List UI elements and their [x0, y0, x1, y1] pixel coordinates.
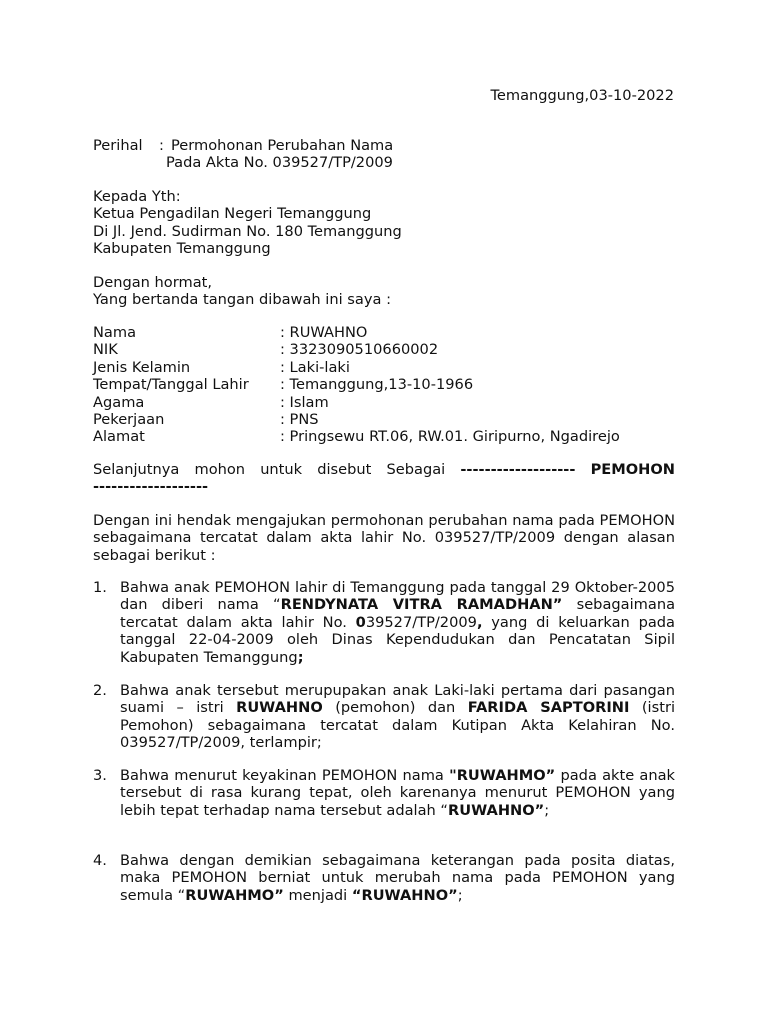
designation-word: Selanjutnya	[93, 461, 180, 478]
recipient-line: Kabupaten Temanggung	[93, 240, 271, 258]
place-date: Temanggung,03-10-2022	[490, 87, 674, 104]
identity-label: NIK	[93, 341, 118, 359]
identity-label: Tempat/Tanggal Lahir	[93, 376, 249, 394]
identity-value: : Laki-laki	[280, 358, 350, 376]
reason-item-1	[93, 579, 675, 666]
reason-item-2	[93, 682, 675, 752]
designation-block	[93, 461, 675, 496]
designation-word: Sebagai	[386, 461, 446, 478]
designation-dashes: -------------------	[460, 461, 576, 478]
item-number: 4.	[93, 852, 107, 869]
identity-value: : Temanggung,13-10-1966	[280, 376, 474, 394]
recipient-line: Di Jl. Jend. Sudirman No. 180 Temanggung	[93, 222, 402, 240]
designation-pemohon: PEMOHON	[590, 461, 675, 478]
identity-row	[93, 411, 620, 428]
identity-table	[93, 324, 620, 446]
identity-row	[93, 324, 620, 341]
identity-value: : Pringsewu RT.06, RW.01. Giripurno, Ngadirejo	[280, 428, 620, 446]
subject-line-1: Permohonan Perubahan Nama	[171, 137, 394, 154]
item-number: 1.	[93, 579, 107, 596]
identity-row	[93, 359, 620, 376]
designation-line	[93, 461, 675, 478]
identity-block	[93, 324, 675, 446]
identity-label: Nama	[93, 324, 137, 341]
recipient-line: Ketua Pengadilan Negeri Temanggung	[93, 205, 372, 223]
identity-label: Agama	[93, 393, 145, 411]
item-number: 2.	[93, 682, 107, 699]
identity-value: : RUWAHNO	[280, 324, 368, 341]
reason-item-3	[93, 767, 675, 819]
subject-separator: :	[159, 137, 164, 154]
identity-label: Jenis Kelamin	[93, 358, 191, 376]
identity-row	[93, 376, 620, 393]
item-number: 3.	[93, 767, 107, 784]
designation-word: untuk	[260, 461, 303, 478]
designation-word: disebut	[317, 461, 372, 478]
subject-line-2: Pada Akta No. 039527/TP/2009	[166, 154, 393, 172]
designation-word: mohon	[194, 461, 246, 478]
intro-line: Yang bertanda tangan dibawah ini saya :	[93, 291, 391, 309]
subject-block	[93, 137, 675, 172]
item-text: Bahwa menurut keyakinan PEMOHON nama "RUWAHMO” pada akte anak tersebut di rasa kurang tepat, oleh karenanya menurut PEMOHON yang lebih tepat terhadap nama tersebut adalah “RUWAHNO”;	[120, 767, 675, 819]
reason-item-4	[93, 852, 675, 904]
identity-label: Alamat	[93, 428, 145, 446]
item-text: Bahwa dengan demikian sebagaimana keterangan pada posita diatas, maka PEMOHON berniat untuk merubah nama pada PEMOHON yang semula “RUWAHMO” menjadi “RUWAHNO”;	[120, 852, 675, 904]
subject-label: Perihal	[93, 137, 143, 154]
identity-row	[93, 341, 620, 358]
identity-row	[93, 428, 620, 445]
identity-value: : 3323090510660002	[280, 341, 439, 359]
opening-paragraph: Dengan ini hendak mengajukan permohonan perubahan nama pada PEMOHON sebagaimana tercatat dalam akta lahir No. 039527/TP/2009 dengan alasan sebagai berikut :	[93, 512, 675, 564]
identity-value: : Islam	[280, 393, 329, 411]
recipient-block	[93, 188, 675, 258]
designation-dashes-2: -------------------	[93, 478, 209, 496]
identity-label: Pekerjaan	[93, 411, 165, 429]
identity-value: : PNS	[280, 411, 319, 429]
greeting: Dengan hormat,	[93, 274, 213, 291]
item-text: Bahwa anak tersebut merupupakan anak Laki-laki pertama dari pasangan suami – istri RUWAHNO (pemohon) dan FARIDA SAPTORINI (istri Pemohon) sebagaimana tercatat dalam Kutipan Akta Kelahiran No. 039527/TP/2009, terlampir;	[120, 682, 675, 752]
identity-row	[93, 394, 620, 411]
recipient-line: Kepada Yth:	[93, 188, 181, 205]
item-text: Bahwa anak PEMOHON lahir di Temanggung pada tanggal 29 Oktober-2005 dan diberi nama “RENDYNATA VITRA RAMADHAN” sebagaimana tercatat dalam akta lahir No. 039527/TP/2009, yang di keluarkan pada tanggal 22-04-2009 oleh Dinas Kependudukan dan Pencatatan Sipil Kabupaten Temanggung;	[120, 579, 676, 666]
greeting-block	[93, 274, 675, 309]
